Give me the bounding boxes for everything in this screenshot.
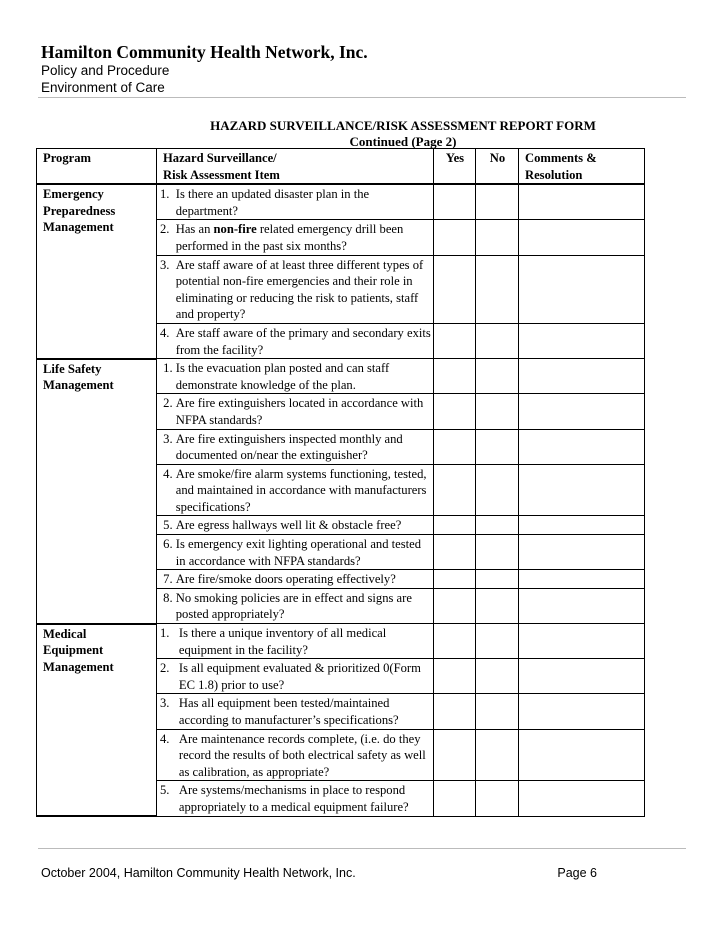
footer-text: October 2004, Hamilton Community Health Network, Inc. (41, 866, 356, 880)
comments-cell[interactable] (519, 588, 645, 623)
item-text-part: related emergency drill been performed in the past six months? (175, 222, 404, 253)
form-subtitle: Continued (Page 2) (349, 134, 457, 149)
item-text: Is there a unique inventory of all medical equipment in the facility? (178, 626, 387, 657)
comments-cell[interactable] (519, 359, 645, 394)
no-checkbox-cell[interactable] (476, 781, 519, 816)
item-number: 8. (160, 590, 176, 605)
no-checkbox-cell[interactable] (476, 464, 519, 516)
yes-checkbox-cell[interactable] (434, 659, 476, 694)
item-cell (157, 516, 434, 535)
no-checkbox-cell[interactable] (476, 255, 519, 323)
item-number: 2. (160, 396, 176, 411)
yes-checkbox-cell[interactable] (434, 588, 476, 623)
item-text: Are staff aware of the primary and secondary exits from the facility? (175, 325, 431, 357)
comments-cell[interactable] (519, 729, 645, 781)
item-text: Has all equipment been tested/maintained according to manufacturer’s specifications? (178, 696, 399, 727)
item-cell (157, 535, 434, 570)
no-checkbox-cell[interactable] (476, 220, 519, 255)
item-number: 3. (160, 257, 176, 272)
item-text (176, 221, 433, 254)
item-cell (157, 394, 434, 429)
program-name-line: Management (43, 378, 114, 393)
no-checkbox-cell[interactable] (476, 359, 519, 394)
item-text: Are fire/smoke doors operating effectively? (175, 572, 396, 587)
item-cell (157, 659, 434, 694)
yes-checkbox-cell[interactable] (434, 394, 476, 429)
column-header-item: Hazard Surveillance/ Risk Assessment Item (157, 149, 434, 185)
item-text: Is there an updated disaster plan in the department? (175, 187, 370, 218)
no-checkbox-cell[interactable] (476, 694, 519, 729)
item-cell (157, 184, 434, 220)
header-line-policy: Policy and Procedure (41, 63, 170, 78)
comments-cell[interactable] (519, 255, 645, 323)
item-number: 5. (160, 518, 176, 533)
program-cell (37, 184, 157, 358)
no-checkbox-cell[interactable] (476, 429, 519, 464)
item-number: 7. (160, 572, 176, 587)
table-header-row (37, 149, 645, 185)
comments-cell[interactable] (519, 535, 645, 570)
comments-cell[interactable] (519, 323, 645, 358)
item-text: Is all equipment evaluated & prioritized 0(Form EC 1.8) prior to use? (178, 661, 421, 692)
item-number: 4. (160, 466, 176, 481)
yes-checkbox-cell[interactable] (434, 323, 476, 358)
comments-cell[interactable] (519, 464, 645, 516)
comments-cell[interactable] (519, 624, 645, 659)
program-name-line: Medical (43, 626, 87, 641)
program-cell (37, 359, 157, 624)
yes-checkbox-cell[interactable] (434, 255, 476, 323)
header-line-environment: Environment of Care (41, 80, 165, 95)
form-title-block (36, 118, 728, 150)
yes-checkbox-cell[interactable] (434, 516, 476, 535)
item-text: Are systems/mechanisms in place to respond appropriately to a medical equipment failure? (178, 783, 409, 814)
program-name-line: Management (43, 659, 114, 674)
comments-cell[interactable] (519, 394, 645, 429)
item-number: 4. (160, 325, 176, 340)
program-name-line: Preparedness (43, 203, 116, 218)
no-checkbox-cell[interactable] (476, 570, 519, 589)
item-cell (157, 464, 434, 516)
table-row (37, 624, 645, 659)
comments-cell[interactable] (519, 781, 645, 816)
item-number: 3. (160, 431, 176, 446)
yes-checkbox-cell[interactable] (434, 429, 476, 464)
item-number: 1. (160, 361, 176, 376)
item-cell (157, 781, 434, 816)
yes-checkbox-cell[interactable] (434, 781, 476, 816)
item-text: No smoking policies are in effect and signs are posted appropriately? (175, 590, 412, 622)
item-cell (157, 359, 434, 394)
no-checkbox-cell[interactable] (476, 729, 519, 781)
item-number: 6. (160, 537, 176, 552)
page-number: Page 6 (557, 866, 597, 880)
item-number: 3. (160, 696, 179, 711)
item-cell (157, 729, 434, 781)
column-header-no: No (476, 149, 519, 185)
item-text: Are smoke/fire alarm systems functioning, tested, and maintained in accordance with manufacturers specifications? (175, 466, 427, 514)
comments-cell[interactable] (519, 516, 645, 535)
program-name-line: Life Safety (43, 361, 102, 376)
comments-cell[interactable] (519, 184, 645, 220)
item-cell (157, 220, 434, 255)
item-cell (157, 570, 434, 589)
item-number: 1. (160, 187, 176, 202)
item-cell (157, 429, 434, 464)
item-cell (157, 323, 434, 358)
column-header-yes: Yes (434, 149, 476, 185)
yes-checkbox-cell[interactable] (434, 184, 476, 220)
item-text: Is emergency exit lighting operational and tested in accordance with NFPA standards? (175, 537, 422, 568)
comments-cell[interactable] (519, 659, 645, 694)
no-checkbox-cell[interactable] (476, 624, 519, 659)
table-row (37, 184, 645, 220)
item-cell (157, 624, 434, 659)
item-text-part: Has an (175, 222, 214, 237)
comments-cell[interactable] (519, 429, 645, 464)
program-name-line: Equipment (43, 643, 104, 658)
form-title: HAZARD SURVEILLANCE/RISK ASSESSMENT REPORT FORM (210, 118, 596, 133)
yes-checkbox-cell[interactable] (434, 624, 476, 659)
header-rule (38, 97, 686, 98)
item-number: 5. (160, 783, 179, 798)
item-text: Are fire extinguishers located in accordance with NFPA standards? (175, 396, 424, 427)
no-checkbox-cell[interactable] (476, 588, 519, 623)
footer-rule (38, 848, 686, 849)
table-row (37, 359, 645, 394)
no-checkbox-cell[interactable] (476, 323, 519, 358)
organization-name: Hamilton Community Health Network, Inc. (41, 42, 368, 62)
column-header-program: Program (37, 149, 157, 185)
yes-checkbox-cell[interactable] (434, 570, 476, 589)
item-cell (157, 588, 434, 623)
program-name-line: Emergency (43, 187, 104, 202)
item-number: 4. (160, 731, 179, 746)
no-checkbox-cell[interactable] (476, 394, 519, 429)
yes-checkbox-cell[interactable] (434, 729, 476, 781)
item-text: Are fire extinguishers inspected monthly and documented on/near the extinguisher? (175, 431, 403, 463)
no-checkbox-cell[interactable] (476, 535, 519, 570)
item-cell (157, 694, 434, 729)
item-number: 1. (160, 626, 179, 641)
document-header (41, 42, 691, 96)
yes-checkbox-cell[interactable] (434, 694, 476, 729)
item-text: Is the evacuation plan posted and can staff demonstrate knowledge of the plan. (175, 361, 390, 392)
program-cell (37, 624, 157, 817)
item-text: Are staff aware of at least three different types of potential non-fire emergencies and their role in eliminating or reducing the risk to patients, staff and property? (175, 257, 424, 322)
item-emphasis: non-fire (213, 222, 257, 237)
no-checkbox-cell[interactable] (476, 659, 519, 694)
no-checkbox-cell[interactable] (476, 184, 519, 220)
page-footer (41, 865, 601, 881)
item-cell (157, 255, 434, 323)
item-number: 2. (160, 222, 176, 237)
yes-checkbox-cell[interactable] (434, 359, 476, 394)
yes-checkbox-cell[interactable] (434, 220, 476, 255)
comments-cell[interactable] (519, 570, 645, 589)
no-checkbox-cell[interactable] (476, 516, 519, 535)
assessment-table (36, 148, 645, 817)
item-text: Are maintenance records complete, (i.e. do they record the results of both electrical safety as well as calibration, as appropriate? (178, 731, 426, 779)
comments-cell[interactable] (519, 220, 645, 255)
comments-cell[interactable] (519, 694, 645, 729)
yes-checkbox-cell[interactable] (434, 464, 476, 516)
column-header-comments: Comments & Resolution (519, 149, 645, 185)
item-number: 2. (160, 661, 179, 676)
program-name-line: Management (43, 220, 114, 235)
item-text: Are egress hallways well lit & obstacle free? (175, 518, 402, 533)
yes-checkbox-cell[interactable] (434, 535, 476, 570)
